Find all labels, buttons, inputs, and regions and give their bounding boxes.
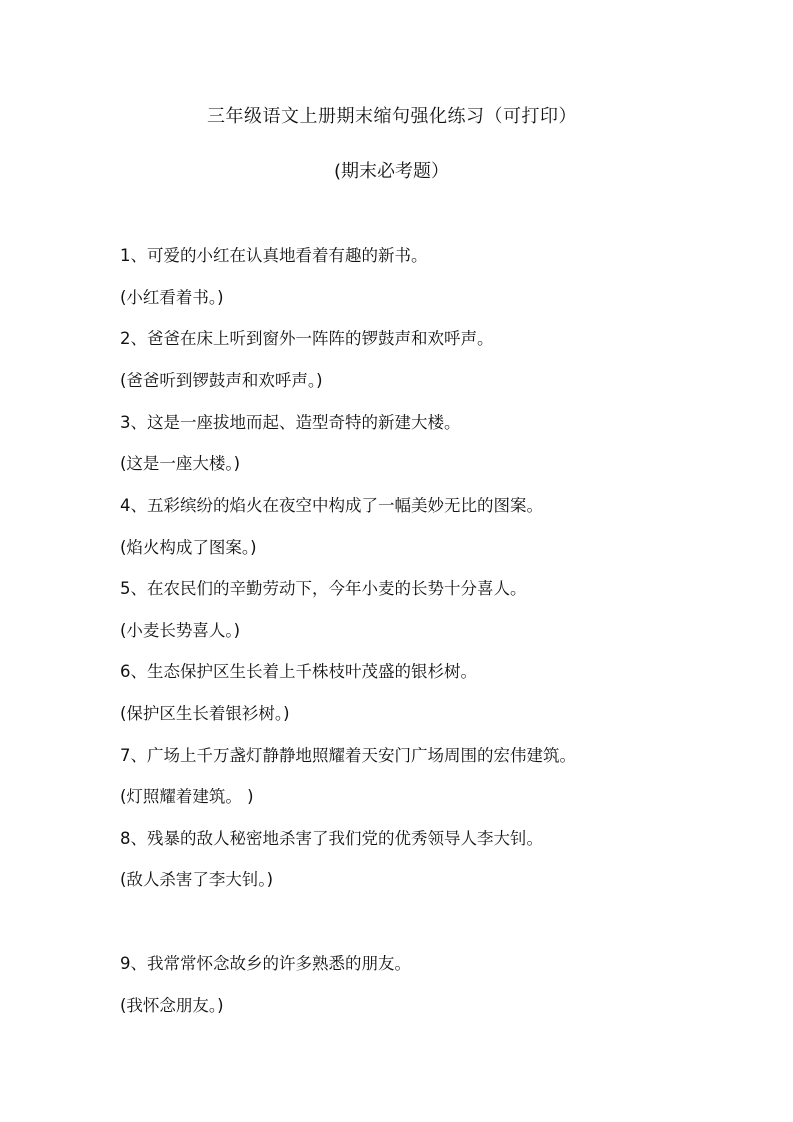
question-4: 4、五彩缤纷的焰火在夜空中构成了一幅美妙无比的图案。: [120, 496, 543, 515]
question-6: 6、生态保护区生长着上千株枝叶茂盛的银杉树。: [120, 662, 477, 681]
answer-1: (小红看着书。): [120, 288, 224, 307]
answer-8: (敌人杀害了李大钊。): [120, 870, 274, 889]
question-9: 9、我常常怀念故乡的许多熟悉的朋友。: [120, 954, 411, 973]
question-5: 5、在农民们的辛勤劳动下，今年小麦的长势十分喜人。: [120, 579, 527, 598]
question-3: 3、这是一座拔地而起、造型奇特的新建大楼。: [120, 413, 461, 432]
answer-9: (我怀念朋友。): [120, 996, 224, 1015]
answer-5: (小麦长势喜人。): [120, 621, 241, 640]
answer-2: (爸爸听到锣鼓声和欢呼声。): [120, 371, 323, 390]
answer-4: (焰火构成了图案。): [120, 538, 257, 557]
document-title: 三年级语文上册期末缩句强化练习（可打印）: [207, 106, 577, 127]
question-8: 8、残暴的敌人秘密地杀害了我们党的优秀领导人李大钊。: [120, 829, 543, 848]
question-1: 1、可爱的小红在认真地看着有趣的新书。: [120, 246, 428, 265]
document-subtitle: (期末必考题）: [334, 161, 450, 182]
question-7: 7、广场上千万盏灯静静地照耀着天安门广场周围的宏伟建筑。: [120, 746, 576, 765]
answer-6: (保护区生长着银衫树。): [120, 704, 290, 723]
question-2: 2、爸爸在床上听到窗外一阵阵的锣鼓声和欢呼声。: [120, 329, 494, 348]
answer-7: (灯照耀着建筑。 ): [120, 787, 254, 806]
answer-3: (这是一座大楼。): [120, 454, 241, 473]
